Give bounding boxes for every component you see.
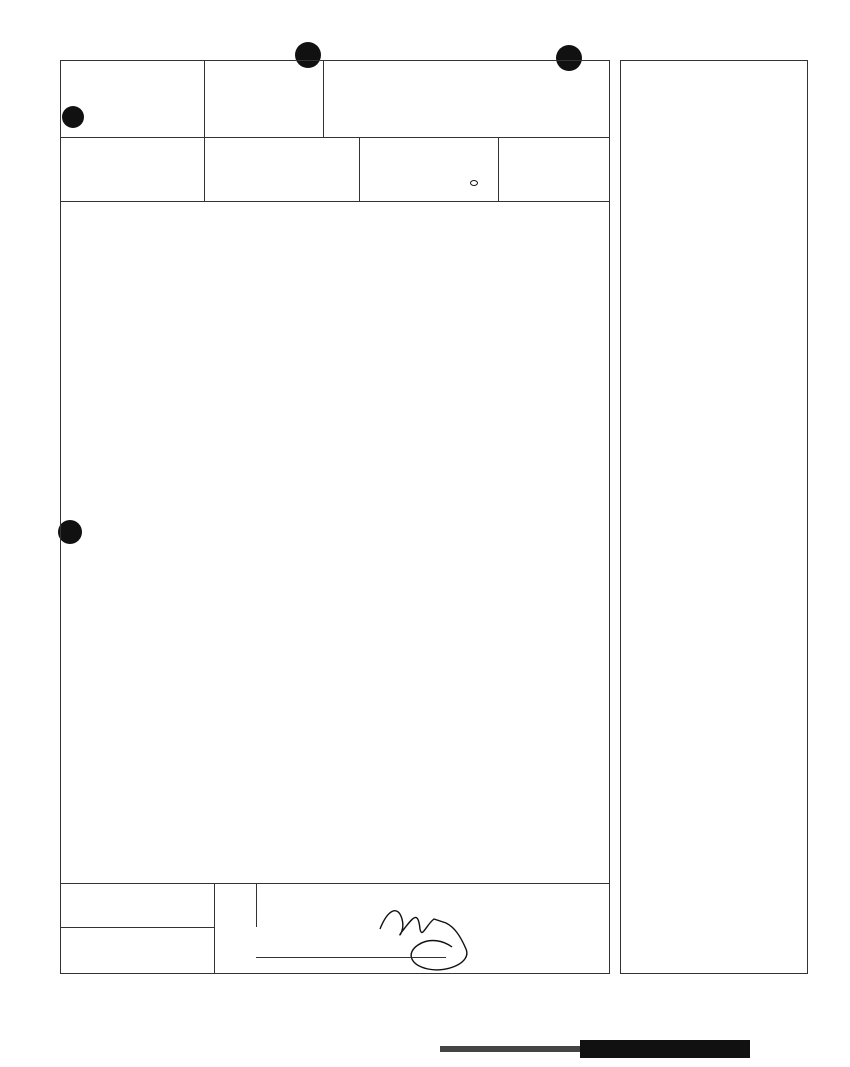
actioned-by-signature bbox=[376, 889, 486, 979]
scan-artifact bbox=[580, 1040, 750, 1058]
distribution-panel bbox=[620, 60, 808, 974]
scan-artifact bbox=[440, 1046, 580, 1052]
means-tel bbox=[470, 180, 478, 186]
message-form bbox=[60, 60, 610, 974]
